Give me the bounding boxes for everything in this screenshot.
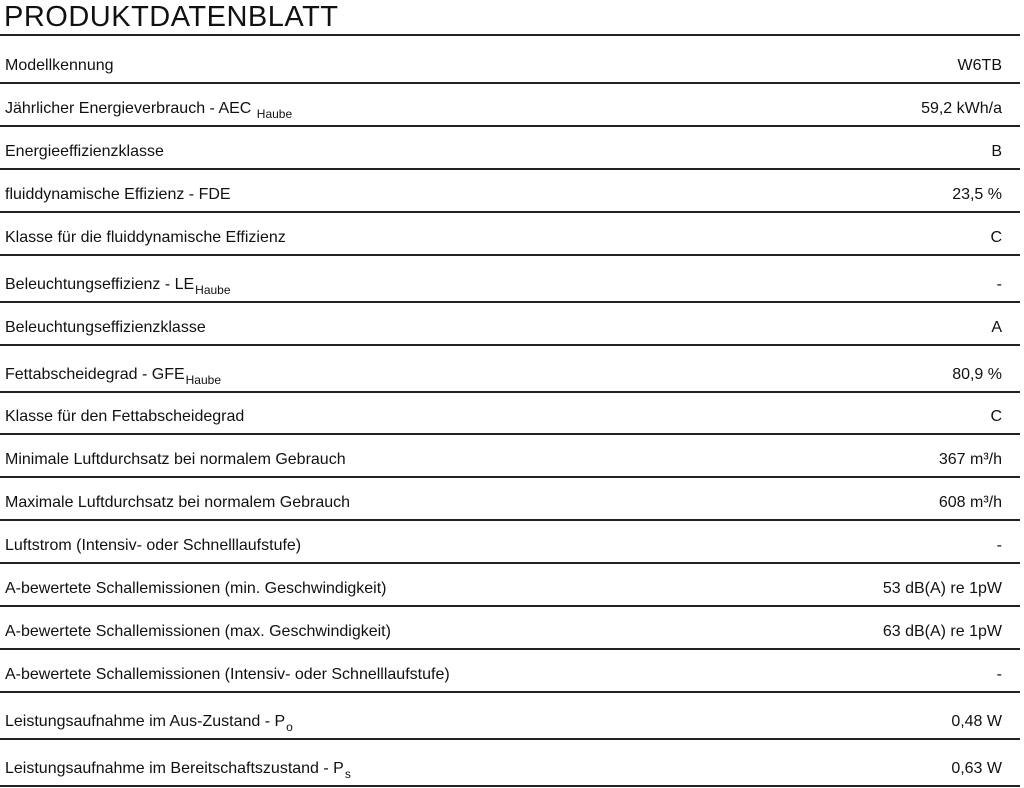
table-row — [0, 521, 1020, 564]
table-row — [0, 650, 1020, 693]
row-value: 59,2 kWh/a — [921, 100, 1002, 117]
row-label — [5, 407, 245, 427]
row-label — [5, 759, 351, 779]
row-label — [5, 185, 232, 205]
row-value: 63 dB(A) re 1pW — [882, 623, 1002, 640]
row-value: 23,5 % — [952, 186, 1002, 203]
row-label-text: Jährlicher Energieverbrauch - AEC — [5, 100, 256, 117]
row-label-text: Modellkennung — [5, 57, 114, 74]
row-label — [5, 228, 287, 248]
product-data-table — [0, 42, 1020, 787]
row-value: - — [996, 276, 1002, 293]
table-row — [0, 740, 1020, 787]
row-label-subscript: s — [344, 767, 351, 781]
page-title: PRODUKTDATENBLATT — [4, 1, 339, 33]
row-value: 0,48 W — [951, 713, 1002, 730]
table-row — [0, 478, 1020, 521]
row-label-text: A-bewertete Schallemissionen (Intensiv- oder Schnelllaufstufe) — [5, 666, 450, 683]
row-value: 0,63 W — [951, 760, 1002, 777]
row-value: 367 m³/h — [938, 451, 1002, 468]
row-value: C — [990, 229, 1002, 246]
row-value: C — [990, 408, 1002, 425]
title-divider — [0, 34, 1020, 36]
row-label-text: Beleuchtungseffizienzklasse — [5, 319, 206, 336]
row-label-text: Leistungsaufnahme im Aus-Zustand - P — [5, 713, 286, 730]
row-label — [5, 665, 451, 685]
table-row — [0, 693, 1020, 740]
row-label — [5, 450, 347, 470]
row-label-text: Maximale Luftdurchsatz bei normalem Gebrauch — [5, 494, 351, 511]
row-label — [5, 365, 221, 385]
row-label-text: fluiddynamische Effizienz - FDE — [5, 186, 231, 203]
row-label-subscript: Haube — [185, 373, 222, 387]
row-value: 53 dB(A) re 1pW — [882, 580, 1002, 597]
table-row — [0, 127, 1020, 170]
row-label — [5, 99, 292, 119]
row-label — [5, 622, 392, 642]
row-label-text: Klasse für den Fettabscheidegrad — [5, 408, 245, 425]
row-value: A — [991, 319, 1002, 336]
table-row — [0, 564, 1020, 607]
row-value: B — [991, 143, 1002, 160]
row-value: 608 m³/h — [938, 494, 1002, 511]
table-row — [0, 303, 1020, 346]
row-label-subscript: Haube — [256, 107, 293, 121]
table-row — [0, 170, 1020, 213]
table-row — [0, 346, 1020, 393]
row-value: - — [996, 666, 1002, 683]
row-label — [5, 318, 207, 338]
table-row — [0, 256, 1020, 303]
table-row — [0, 42, 1020, 84]
row-label-text: A-bewertete Schallemissionen (min. Geschwindigkeit) — [5, 580, 387, 597]
row-label — [5, 275, 231, 295]
row-label — [5, 56, 115, 76]
row-label-subscript: o — [286, 720, 293, 734]
table-row — [0, 213, 1020, 256]
row-label-text: Leistungsaufnahme im Bereitschaftszustand - P — [5, 760, 344, 777]
row-label — [5, 579, 388, 599]
row-label — [5, 493, 351, 513]
row-label-text: Luftstrom (Intensiv- oder Schnelllaufstufe) — [5, 537, 302, 554]
row-label-text: Energieeffizienzklasse — [5, 143, 164, 160]
row-value: - — [996, 537, 1002, 554]
row-label-text: Fettabscheidegrad - GFE — [5, 366, 185, 383]
row-label-text: Minimale Luftdurchsatz bei normalem Gebrauch — [5, 451, 346, 468]
row-label-subscript: Haube — [195, 283, 231, 297]
table-row — [0, 435, 1020, 478]
row-label — [5, 536, 302, 556]
table-row — [0, 393, 1020, 435]
table-row — [0, 607, 1020, 650]
row-value: W6TB — [957, 57, 1002, 74]
row-label-text: A-bewertete Schallemissionen (max. Geschwindigkeit) — [5, 623, 391, 640]
row-value: 80,9 % — [952, 366, 1002, 383]
table-row — [0, 84, 1020, 127]
row-label — [5, 142, 165, 162]
row-label-text: Beleuchtungseffizienz - LE — [5, 276, 195, 293]
row-label — [5, 712, 293, 732]
row-label-text: Klasse für die fluiddynamische Effizienz — [5, 229, 286, 246]
